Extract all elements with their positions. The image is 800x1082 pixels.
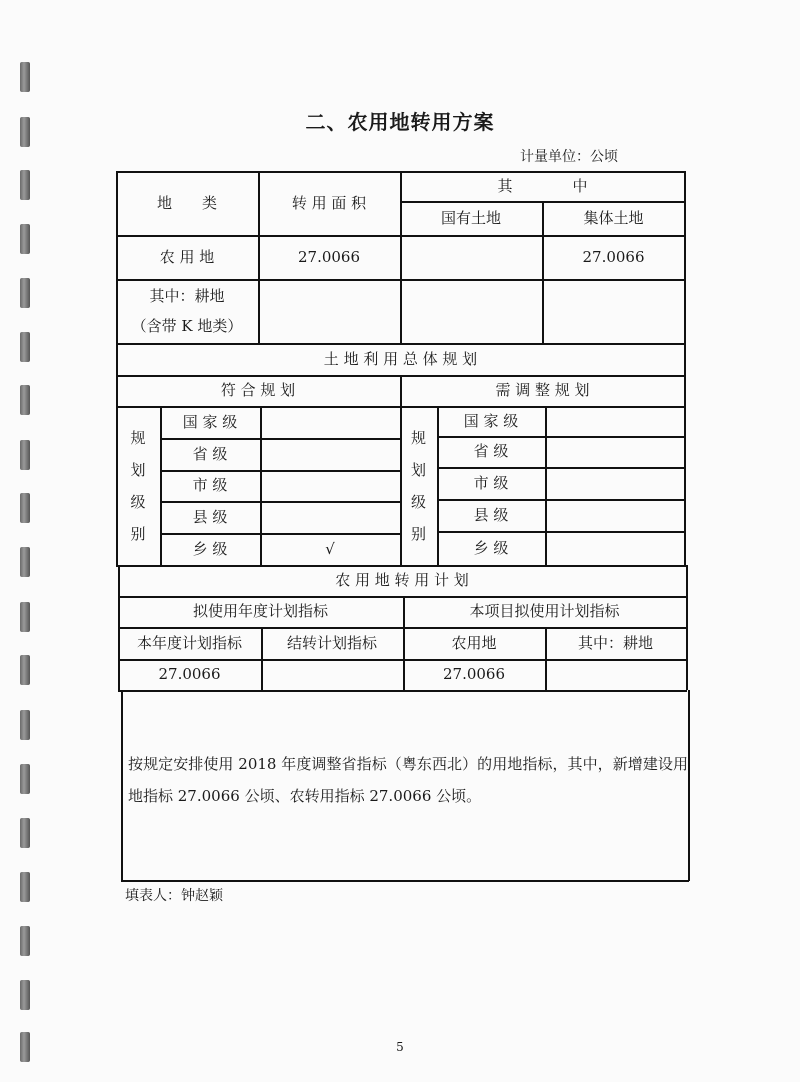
conform-level-county: 县 级 xyxy=(192,507,228,526)
farmland-indicator-header: 农用地 xyxy=(451,633,497,652)
conform-level-township: 乡 级 xyxy=(192,539,228,558)
conversion-plan-title: 农 用 地 转 用 计 划 xyxy=(335,571,469,590)
of-which-header: 其 中 xyxy=(497,176,588,195)
adjust-level-province: 省 级 xyxy=(473,442,509,461)
adjust-level-label: 规 划 级 别 xyxy=(410,428,426,543)
overall-plan-title: 土 地 利 用 总 体 规 划 xyxy=(323,349,478,368)
conform-level-national: 国 家 级 xyxy=(182,412,238,431)
conform-mark-township: √ xyxy=(325,539,335,558)
carried-over-header: 结转计划指标 xyxy=(286,633,377,652)
conform-level-city: 市 级 xyxy=(192,476,228,495)
collective-land-header: 集体土地 xyxy=(583,208,644,227)
state-land-header: 国有土地 xyxy=(440,208,501,227)
conform-level-province: 省 级 xyxy=(192,444,228,463)
land-type-header: 地 类 xyxy=(156,193,217,212)
area-header: 转 用 面 积 xyxy=(291,193,367,212)
cultivated-label-line2: （含带 K 地类） xyxy=(131,317,243,335)
conform-mark-city xyxy=(260,470,400,501)
conform-mark-county xyxy=(260,501,400,533)
adjust-level-national: 国 家 级 xyxy=(463,411,519,430)
carried-over-value xyxy=(261,659,403,690)
project-indicator-header: 本项目拟使用计划指标 xyxy=(469,602,620,621)
annual-indicator-header: 拟使用年度计划指标 xyxy=(192,602,328,621)
page-number: 5 xyxy=(396,1040,404,1054)
farmland-area: 27.0066 xyxy=(297,247,361,266)
conform-level-label: 规 划 级 别 xyxy=(130,428,146,543)
conform-mark-province xyxy=(260,438,400,470)
page-title: 二、农用地转用方案 xyxy=(305,110,495,134)
binder-holes xyxy=(20,0,34,1082)
unit-label: 计量单位：公顷 xyxy=(520,149,618,165)
current-year-header: 本年度计划指标 xyxy=(136,633,242,652)
cultivated-indicator-value xyxy=(545,659,686,690)
farmland-label: 农 用 地 xyxy=(159,247,215,266)
cultivated-label xyxy=(116,279,258,343)
cultivated-indicator-header: 其中：耕地 xyxy=(577,633,653,652)
farmland-collective: 27.0066 xyxy=(582,247,645,266)
adjust-plan-header: 需 调 整 规 划 xyxy=(495,381,590,400)
adjust-level-county: 县 级 xyxy=(473,505,509,524)
remarks-text: 按规定安排使用 2018 年度调整省指标（粤东西北）的用地指标，其中，新增建设用地指标 27.0066 公顷、农转用指标 27.0066 公顷。 xyxy=(128,755,688,805)
filled-by: 填表人：钟赵颖 xyxy=(125,888,223,904)
cultivated-label-line1: 其中：耕地 xyxy=(149,287,225,305)
adjust-level-city: 市 级 xyxy=(473,473,509,492)
current-year-value: 27.0066 xyxy=(158,665,221,684)
conform-plan-header: 符 合 规 划 xyxy=(220,381,296,400)
farmland-indicator-value: 27.0066 xyxy=(442,665,506,684)
conform-mark-national xyxy=(260,406,400,438)
adjust-level-township: 乡 级 xyxy=(473,538,509,557)
